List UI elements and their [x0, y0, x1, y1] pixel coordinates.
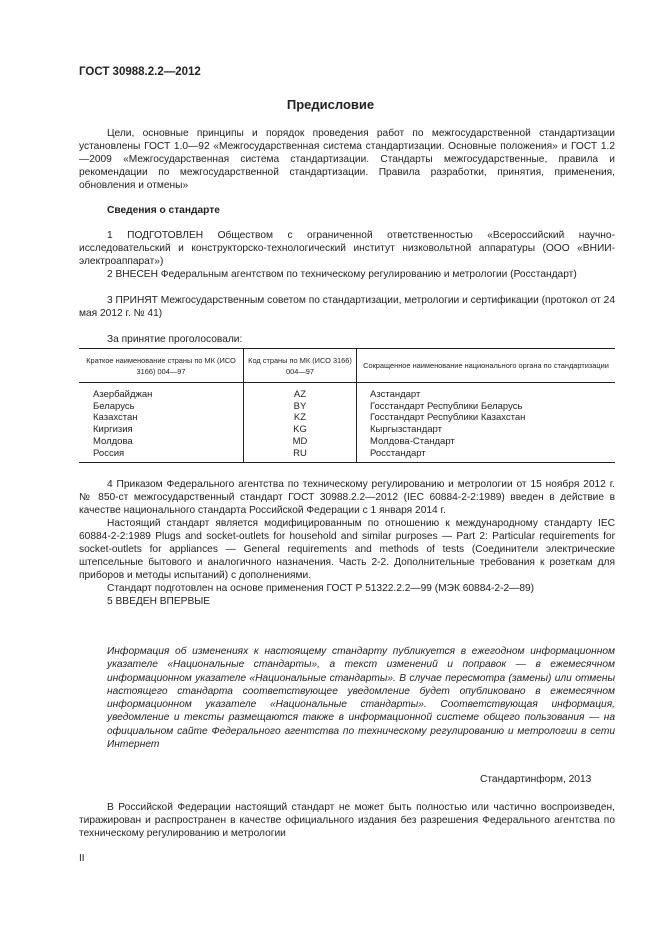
country-name: Киргизия: [93, 424, 133, 436]
prepared-paragraph: Стандарт подготовлен на основе применения ГОСТ Р 51322.2.2—99 (МЭК 60884-2-2—89): [107, 583, 535, 594]
section-title: Сведения о стандарте: [107, 205, 220, 216]
table-row: [79, 401, 615, 413]
changes-info: Информация об изменениях к настоящему стандарту публикуется в ежегодном информационном указателе «Национальные стандарты», а текст изменений и поправок — в ежемесячном информационном указателе «Национальные стандарты». В случае пересмотра (замены) или отмены настоящего стандарта соответствующее уведомление будет опубликовано в ежемесячном информационном указателе «Национальные стандарты». Соответствующая информация, уведомление и тексты размещаются также в информационной системе общего пользования — на официальном сайте Федерального агентства по техническому регулированию и метрологии в сети Интернет: [107, 646, 615, 751]
standards-body: Азстандарт: [357, 383, 616, 401]
page-title: Предисловие: [286, 97, 375, 112]
voted-label: За принятие проголосовали:: [107, 334, 243, 345]
country-code: RU: [244, 448, 357, 463]
standards-body: Кыргызстандарт: [357, 424, 616, 436]
standards-body: Молдова-Стандарт: [357, 436, 616, 448]
publisher: Стандартинформ, 2013: [480, 774, 592, 785]
table-row: [79, 424, 615, 436]
item-2: 2 ВНЕСЕН Федеральным агентством по техническому регулированию и метрологии (Росстандарт): [107, 269, 577, 280]
table-header-row: [79, 349, 615, 383]
table-row: [79, 412, 615, 424]
voting-table: [79, 348, 615, 463]
rights-notice: В Российской Федерации настоящий стандарт не может быть полностью или частично воспроизведен, тиражирован и распространен в качестве официального издания без разрешения Федерального агентства по техническому регулированию и метрологии: [79, 802, 615, 839]
table-row: [79, 383, 615, 401]
country-name: Россия: [79, 448, 244, 463]
country-name: Азербайджан: [93, 389, 153, 400]
country-code: MD: [244, 436, 357, 448]
country-code: KZ: [244, 412, 357, 424]
table-row: [79, 436, 615, 448]
item-4: 4 Приказом Федерального агентства по техническому регулированию и метрологии от 15 ноября 2012 г. № 850-ст межгосударственный стандарт ГОСТ 30988.2.2—2012 (IEC 60884-2-2:1989) введен в действие в качестве национального стандарта Российской Федерации с 1 января 2014 г.: [79, 479, 615, 516]
country-code: AZ: [244, 383, 357, 401]
table-header-country: Краткое наименование страны по МК (ИСО 3166) 004—97: [79, 349, 244, 383]
page-number: II: [79, 853, 85, 864]
standards-body: Госстандарт Республики Казахстан: [357, 412, 616, 424]
modified-paragraph: Настоящий стандарт является модифицированным по отношению к международному стандарту IEC 60884-2-2:1989 Plugs and socket-outlets for household and similar purposes — Part 2: Particular requirements for socket-outlets for appliances — General requirements and methods of tests (Соединители электрические штепсельные бытового и аналогичного назначения. Часть 2-2. Дополнительные требования к розеткам для приборов и методы испытаний) с дополнениями.: [79, 518, 615, 581]
item-5: 5 ВВЕДЕН ВПЕРВЫЕ: [107, 596, 211, 607]
item-3: 3 ПРИНЯТ Межгосударственным советом по стандартизации, метрологии и сертификации (протокол от 24 мая 2012 г. № 41): [79, 295, 615, 319]
country-name: Молдова: [93, 435, 133, 447]
intro-paragraph: Цели, основные принципы и порядок проведения работ по межгосударственной стандартизации установлены ГОСТ 1.0—92 «Межгосударственная система стандартизации. Основные положения» и ГОСТ 1.2—2009 «Межгосударственная система стандартизации. Стандарты межгосударственные, правила и рекомендации по межгосударственной стандартизации. Правила разработки, принятия, применения, обновления и отмены»: [79, 128, 615, 191]
country-name: Беларусь: [93, 400, 135, 412]
standards-body: Госстандарт Республики Беларусь: [357, 401, 616, 413]
table-header-code: Код страны по МК (ИСО 3166) 004—97: [244, 349, 357, 383]
item-1: 1 ПОДГОТОВЛЕН Обществом с ограниченной ответственностью «Всероссийский научно-исследовательский и конструкторско-технологический институт низковольтной аппаратуры (ООО «ВНИИ-электроаппарат»): [79, 230, 615, 267]
country-code: KG: [244, 424, 357, 436]
country-name: Казахстан: [93, 412, 138, 424]
document-code: ГОСТ 30988.2.2—2012: [79, 66, 201, 78]
country-code: BY: [244, 401, 357, 413]
table-header-body: Сокращенное наименование национального органа по стандартизации: [357, 349, 616, 383]
standards-body: Росстандарт: [357, 448, 616, 463]
table-row: [79, 448, 615, 463]
